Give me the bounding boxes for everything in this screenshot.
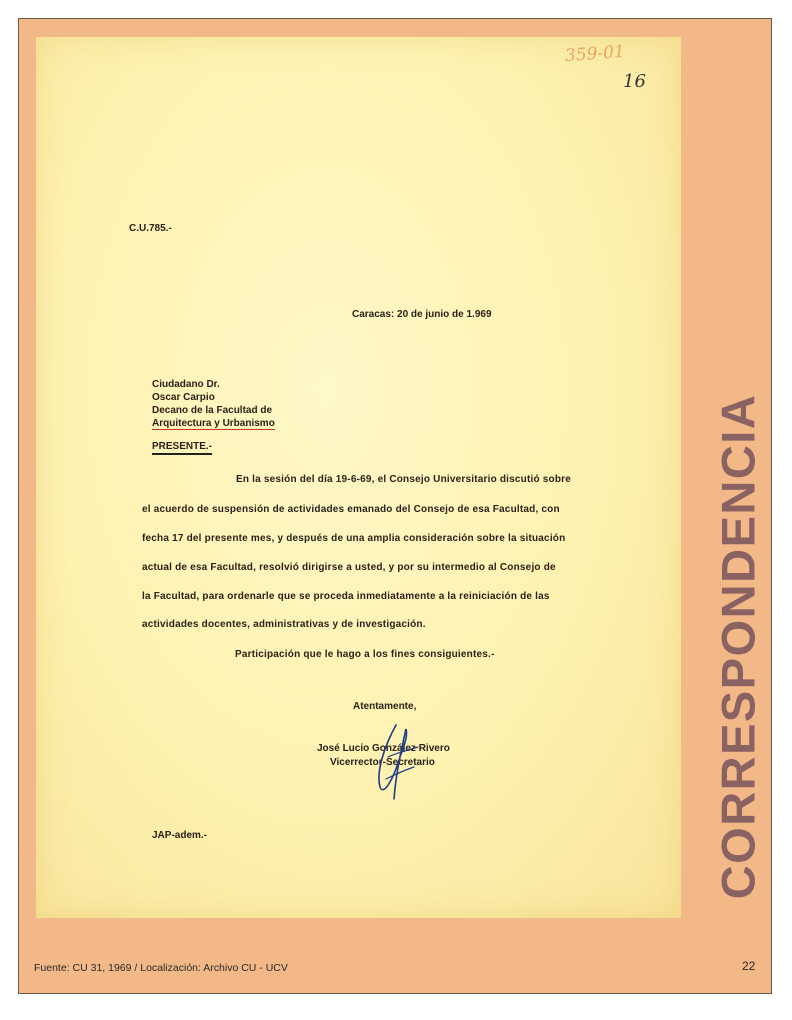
addressee-line: Arquitectura y Urbanismo [152, 418, 275, 429]
body-line: la Facultad, para ordenarle que se proceda inmediatamente a la reiniciación de las [142, 591, 550, 602]
body-line: el acuerdo de suspensión de actividades emanado del Consejo de esa Facultad, con [142, 504, 560, 515]
section-title-text: CORRESPONDENCIA [711, 393, 765, 900]
footer-source: Fuente: CU 31, 1969 / Localización: Archivo CU - UCV [34, 962, 288, 974]
reference-code: C.U.785.- [129, 223, 172, 234]
page-mark: 16 [623, 71, 646, 92]
body-line: En la sesión del día 19-6-69, el Consejo Universitario discutió sobre [236, 474, 572, 485]
typist-initials: JAP-adem.- [152, 830, 208, 841]
present-label: PRESENTE.- [152, 441, 212, 455]
archive-number: 359-01 [564, 41, 626, 67]
section-title [707, 374, 769, 919]
addressee-line: Decano de la Facultad de [152, 405, 273, 416]
addressee-line: Ciudadano Dr. [152, 379, 220, 390]
page-number: 22 [742, 959, 756, 973]
body-line: actual de esa Facultad, resolvió dirigirse a usted, y por su intermedio al Consejo de [142, 562, 556, 573]
body-line: actividades docentes, administrativas y de investigación. [142, 619, 426, 630]
handwritten-signature [366, 717, 426, 807]
letter-date: Caracas: 20 de junio de 1.969 [352, 309, 492, 320]
signer-name: José Lucio González Rivero [317, 743, 450, 754]
closing-line: Participación que le hago a los fines consiguientes.- [235, 649, 495, 660]
body-line: fecha 17 del presente mes, y después de una amplia consideración sobre la situación [142, 533, 566, 544]
addressee-line: Oscar Carpio [152, 392, 215, 403]
salutation: Atentamente, [353, 701, 417, 712]
letter-scan [36, 37, 681, 918]
signer-title: Vicerrector-Secretario [330, 757, 435, 768]
